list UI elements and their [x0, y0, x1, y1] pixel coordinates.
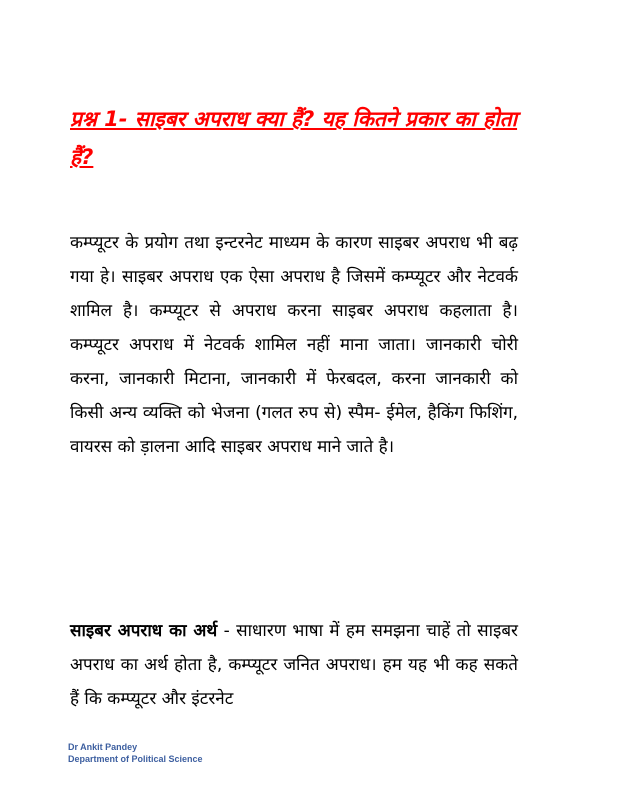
page-footer: [68, 741, 203, 765]
term-cybercrime-meaning: साइबर अपराध का अर्थ: [70, 621, 218, 641]
footer-author: Dr Ankit Pandey: [68, 742, 138, 752]
paragraph-cybercrime-intro: कम्प्यूटर के प्रयोग तथा इन्टरनेट माध्यम के कारण साइबर अपराध भी बढ़ गया हे। साइबर अपराध एक ऐसा अपराध है जिसमें कम्प्यूटर और नेटवर्क शामिल है। कम्प्यूटर से अपराध करना साइबर अपराध कहलाता है। कम्प्यूटर अपराध में नेटवर्क शामिल नहीं माना जाता। जानकारी चोरी करना, जानकारी मिटाना, जानकारी में फेरबदल, करना जानकारी को किसी अन्य व्यक्ति को भेजना (गलत रुप से) स्पैम- ईमेल, हैकिंग फिशिंग, वायरस को ड़ालना आदि साइबर अपराध माने जाते है।: [70, 233, 518, 457]
paragraph-cybercrime-meaning-text: - साधारण भाषा में हम समझना चाहें तो साइबर अपराध का अर्थ होता है, कम्प्यूटर जनित अपराध। हम यह भी कह सकते हैं कि कम्प्यूटर और इंटरनेट: [70, 621, 518, 709]
paragraph-cybercrime-meaning: [70, 614, 518, 716]
footer-department: Department of Political Science: [68, 754, 203, 764]
question-heading: प्रश्न 1- साइबर अपराध क्या हैं? यह कितने प्रकार का होता हैं?: [70, 107, 518, 169]
